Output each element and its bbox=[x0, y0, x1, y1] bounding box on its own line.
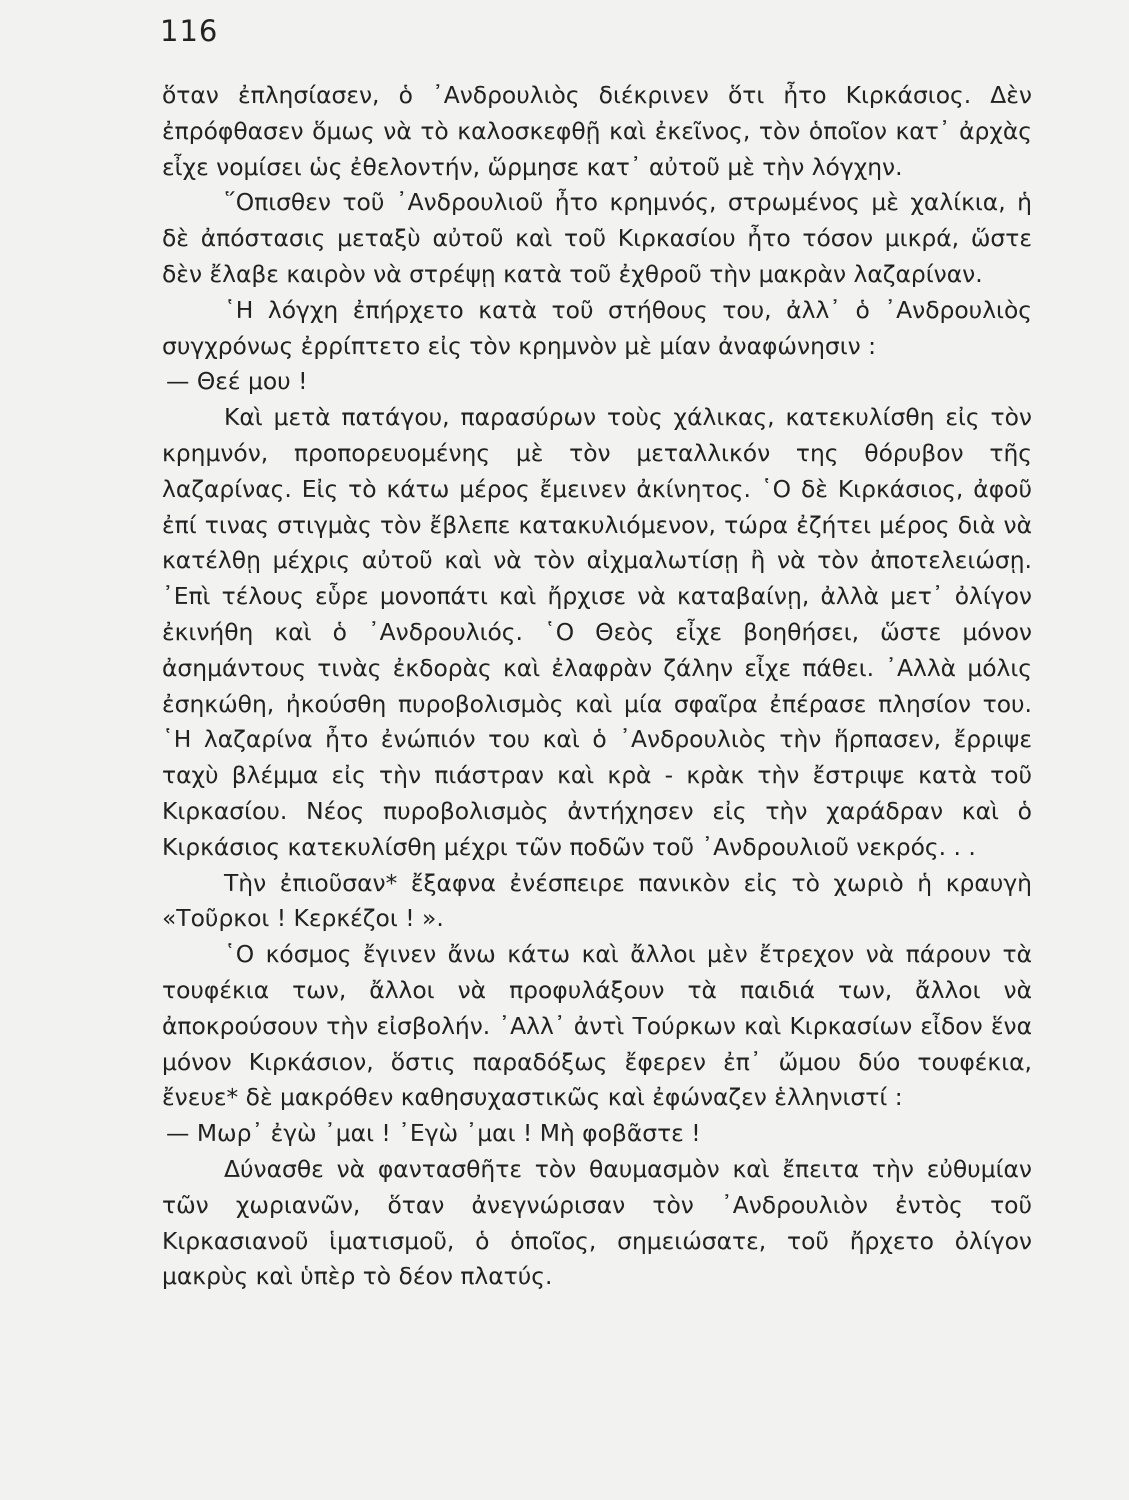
dialogue-line: — Θεέ μου ! bbox=[166, 367, 308, 396]
paragraph: ῞Οπισθεν τοῦ ᾿Ανδρουλιοῦ ἦτο κρημνός, στρωμένος μὲ χαλίκια, ἡ δὲ ἀπόστασις μεταξὺ αὐτοῦ καὶ τοῦ Κιρκασίου ἦτο τόσον μικρά, ὥστε δὲν ἔλαβε καιρὸν νὰ στρέψῃ κατὰ τοῦ ἐχθροῦ τὴν μακρὰν λαζαρίναν. bbox=[162, 188, 1032, 288]
body-text bbox=[162, 78, 1032, 1295]
paragraph: ὅταν ἐπλησίασεν, ὁ ᾿Ανδρουλιὸς διέκρινεν ὅτι ἦτο Κιρκάσιος. Δὲν ἐπρόφθασεν ὅμως νὰ τὸ καλοσκεφθῇ καὶ ἐκεῖνος, τὸν ὁποῖον κατ᾿ ἀρχὰς εἶχε νομίσει ὡς ἐθελοντήν, ὥρμησε κατ᾿ αὐτοῦ μὲ τὴν λόγχην. bbox=[162, 81, 1032, 181]
dialogue-line: — Μωρ᾿ ἐγὼ ᾿μαι ! ᾿Εγὼ ᾿μαι ! Μὴ φοβᾶστε ! bbox=[166, 1119, 701, 1148]
paragraph: ῾Η λόγχη ἐπήρχετο κατὰ τοῦ στήθους του, ἀλλ᾿ ὁ ᾿Ανδρουλιὸς συγχρόνως ἐρρίπτετο εἰς τὸν κρημνὸν μὲ μίαν ἀναφώνησιν : bbox=[162, 295, 1032, 360]
paragraph: Δύνασθε νὰ φαντασθῆτε τὸν θαυμασμὸν καὶ ἔπειτα τὴν εὐθυμίαν τῶν χωριανῶν, ὅταν ἀνεγνώρισαν τὸν ᾿Ανδρουλιὸν ἐντὸς τοῦ Κιρκασιανοῦ ἱματισμοῦ, ὁ ὁποῖος, σημειώσατε, τοῦ ἤρχετο ὀλίγον μακρὺς καὶ ὑπὲρ τὸ δέον πλατύς. bbox=[162, 1154, 1032, 1291]
paragraph: ῾Ο κόσμος ἔγινεν ἄνω κάτω καὶ ἄλλοι μὲν ἔτρεχον νὰ πάρουν τὰ τουφέκια των, ἄλλοι νὰ προφυλάξουν τὰ παιδιά των, ἄλλοι νὰ ἀποκρούσουν τὴν εἰσβολήν. ᾿Αλλ᾿ ἀντὶ Τούρκων καὶ Κιρκασίων εἶδον ἕνα μόνον Κιρκάσιον, ὅστις παραδόξως ἔφερεν ἐπ᾿ ὤμου δύο τουφέκια, ἔνευε* δὲ μακρόθεν καθησυχαστικῶς καὶ ἐφώναζεν ἑλληνιστί : bbox=[162, 940, 1032, 1112]
paragraph: Καὶ μετὰ πατάγου, παρασύρων τοὺς χάλικας, κατεκυλίσθη εἰς τὸν κρημνόν, προπορευομένης μὲ τὸν μεταλλικόν της θόρυβον τῆς λαζαρίνας. Εἰς τὸ κάτω μέρος ἔμεινεν ἀκίνητος. ῾Ο δὲ Κιρκάσιος, ἀφοῦ ἐπί τινας στιγμὰς τὸν ἔβλεπε κατακυλιόμενον, τώρα ἐζήτει μέρος διὰ νὰ κατέλθῃ μέχρις αὐτοῦ καὶ νὰ τὸν αἰχμαλωτίσῃ ἢ νὰ τὸν ἀποτελειώσῃ. ᾿Επὶ τέλους εὗρε μονοπάτι καὶ ἤρχισε νὰ καταβαίνῃ, ἀλλὰ μετ᾿ ὀλίγον ἐκινήθη καὶ ὁ ᾿Ανδρουλιός. ῾Ο Θεὸς εἶχε βοηθήσει, ὥστε μόνον ἀσημάντους τινὰς ἐκδορὰς καὶ ἐλαφρὰν ζάλην εἶχε πάθει. ᾿Αλλὰ μόλις ἐσηκώθη, ἠκούσθη πυροβολισμὸς καὶ μία σφαῖρα ἐπέρασε πλησίον του. ῾Η λαζαρίνα ἦτο ἐνώπιόν του καὶ ὁ ᾿Ανδρουλιὸς τὴν ἥρπασεν, ἔρριψε ταχὺ βλέμμα εἰς τὴν πιάστραν καὶ κρὰ - κρὰκ τὴν ἔστριψε κατὰ τοῦ Κιρκασίου. Νέος πυροβολισμὸς ἀντήχησεν εἰς τὴν χαράδραν καὶ ὁ Κιρκάσιος κατεκυλίσθη μέχρι τῶν ποδῶν τοῦ ᾿Ανδρουλιοῦ νεκρός. . . bbox=[162, 403, 1032, 861]
page-number: 116 bbox=[160, 14, 219, 48]
paragraph: Τὴν ἐπιοῦσαν* ἔξαφνα ἐνέσπειρε πανικὸν εἰς τὸ χωριὸ ἡ κραυγὴ «Τοῦρκοι ! Κερκέζοι ! ». bbox=[162, 868, 1032, 933]
